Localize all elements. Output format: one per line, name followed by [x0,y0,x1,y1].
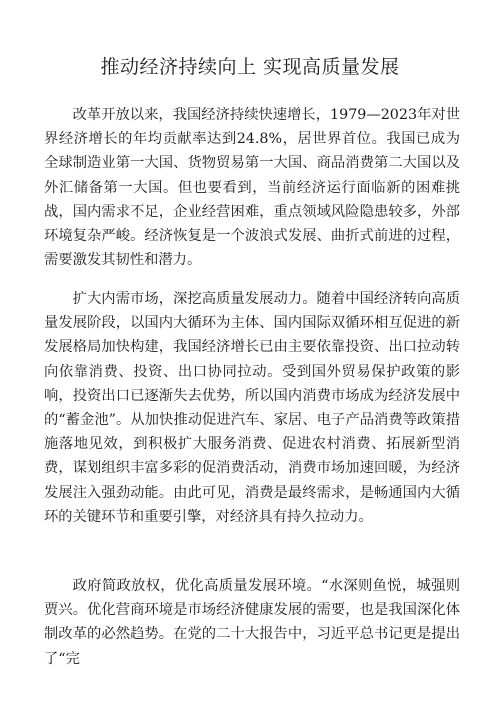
paragraph-2: 扩大内需市场，深挖高质量发展动力。随着中国经济转向高质量发展阶段，以国内大循环为主体、国内国际双循环相互促进的新发展格局加快构建，我国经济增长已由主要依靠投资、出口拉动转向依靠消费、投资、出口协同拉动。受到国外贸易保护政策的影响，投资出口已逐渐失去优势，所以国内消费市场成为经济发展中的“蓄金池”。从加快推动促进汽车、家居、电子产品消费等政策措施落地见效，到积极扩大服务消费、促进农村消费、拓展新型消费，谋划组织丰富多彩的促消费活动，消费市场加速回暖，为经济发展注入强劲动能。由此可见，消费是最终需求，是畅通国内大循环的关键环节和重要引擎，对经济具有持久拉动力。 [44,291,460,525]
document-title: 推动经济持续向上 实现高质量发展 [100,56,400,78]
paragraph-1: 改革开放以来，我国经济持续快速增长，1979—2023年对世界经济增长的年均贡献率达到24.8%，居世界首位。我国已成为全球制造业第一大国、货物贸易第一大国、商品消费第二大国以及外汇储备第一大国。但也要看到，当前经济运行面临新的困难挑战，国内需求不足，企业经营困难，重点领域风险隐患较多，外部环境复杂严峻。经济恢复是一个波浪式发展、曲折式前进的过程，需要激发其韧性和潜力。 [44,107,460,269]
paragraph-3: 政府简政放权，优化高质量发展环境。“水深则鱼悦，城强则贾兴。优化营商环境是市场经济健康发展的需要，也是我国深化体制改革的必然趋势。在党的二十大报告中，习近平总书记更是提出了“完 [44,578,460,667]
